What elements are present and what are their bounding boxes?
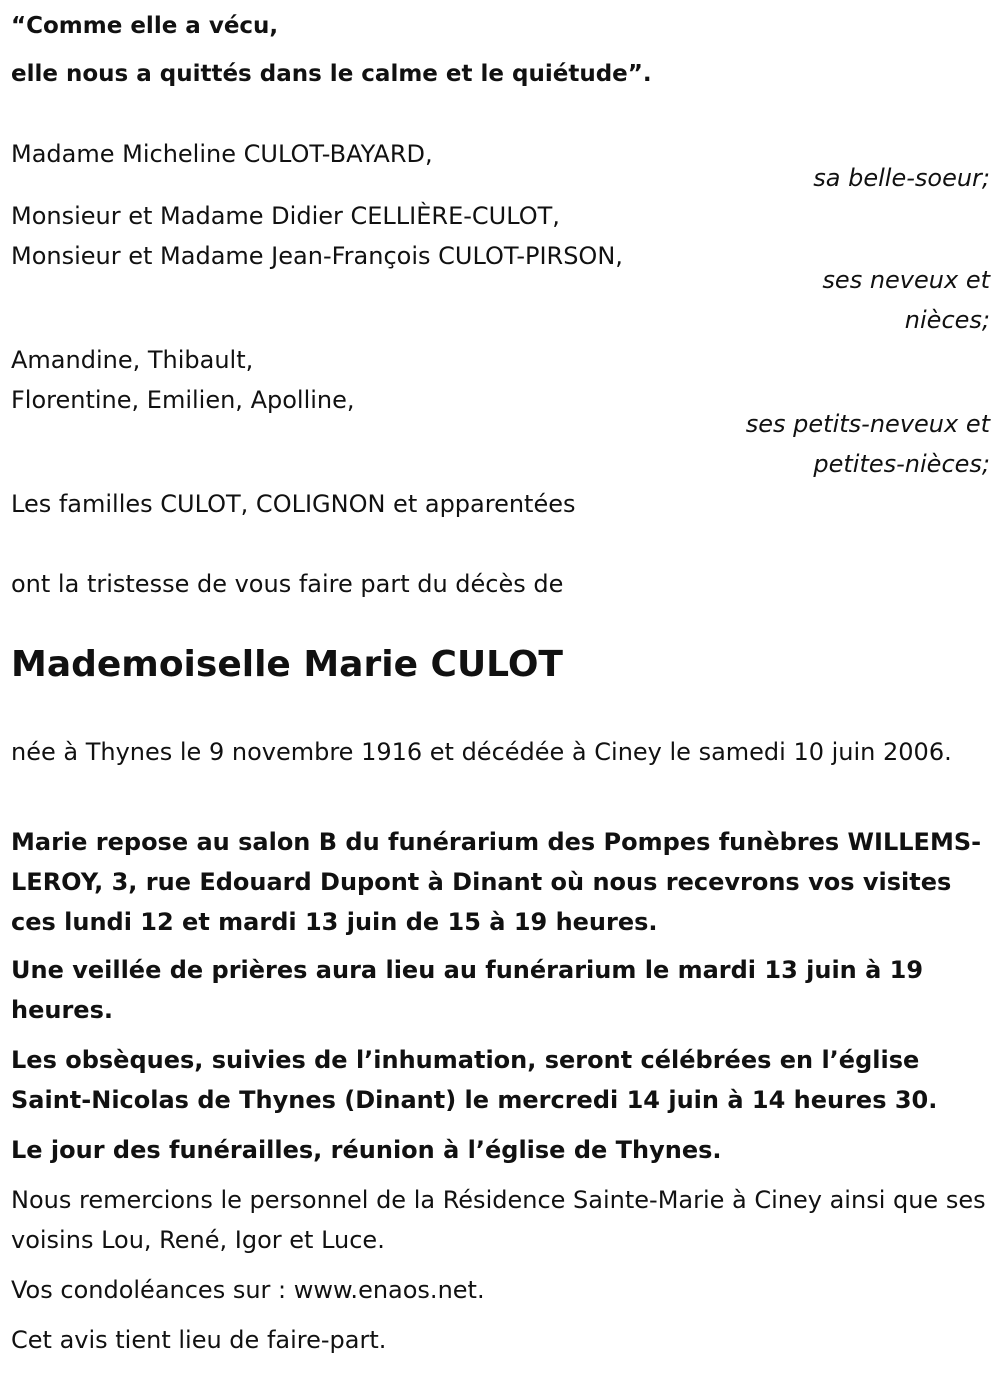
quote-line-1: “Comme elle a vécu,: [11, 13, 279, 39]
family-name-micheline: Madame Micheline CULOT-BAYARD,: [11, 140, 433, 168]
relation-belle-soeur: sa belle-soeur;: [813, 164, 990, 192]
notice-paragraph: Cet avis tient lieu de faire-part.: [11, 1326, 387, 1354]
vigil-paragraph: Une veillée de prières aura lieu au funérarium le mardi 13 juin à 19 heures.: [11, 956, 924, 1024]
announcement-line: ont la tristesse de vous faire part du décès de: [11, 570, 564, 598]
deceased-name: Mademoiselle Marie CULOT: [11, 644, 563, 685]
families-line: Les familles CULOT, COLIGNON et apparentées: [11, 490, 576, 518]
relation-neveux-line-1: ses neveux et: [822, 266, 990, 294]
family-name-didier: Monsieur et Madame Didier CELLIÈRE-CULOT,: [11, 202, 560, 230]
meeting-paragraph: Le jour des funérailles, réunion à l’église de Thynes.: [11, 1136, 722, 1164]
family-name-jean-francois: Monsieur et Madame Jean-François CULOT-PIRSON,: [11, 242, 623, 270]
family-name-amandine: Amandine, Thibault,: [11, 346, 254, 374]
relation-petits-neveux-line-1: ses petits-neveux et: [745, 410, 990, 438]
quote-line-2: elle nous a quittés dans le calme et le quiétude”.: [11, 61, 652, 87]
relation-petits-neveux-line-2: petites-nièces;: [813, 450, 990, 478]
birth-death-paragraph: née à Thynes le 9 novembre 1916 et décédée à Ciney le samedi 10 juin 2006.: [11, 738, 952, 766]
thanks-paragraph: Nous remercions le personnel de la Résidence Sainte-Marie à Ciney ainsi que ses voisins Lou, René, Igor et Luce.: [11, 1186, 986, 1254]
condolences-paragraph: Vos condoléances sur : www.enaos.net.: [11, 1276, 485, 1304]
funeral-paragraph: Les obsèques, suivies de l’inhumation, seront célébrées en l’église Saint-Nicolas de Thynes (Dinant) le mercredi 14 juin à 14 heures 30.: [11, 1046, 938, 1114]
family-name-florentine: Florentine, Emilien, Apolline,: [11, 386, 355, 414]
relation-neveux-line-2: nièces;: [904, 306, 990, 334]
rest-paragraph: Marie repose au salon B du funérarium des Pompes funèbres WILLEMS-LEROY, 3, rue Edouard Dupont à Dinant où nous recevrons vos visites ces lundi 12 et mardi 13 juin de 15 à 19 heures.: [11, 828, 982, 936]
